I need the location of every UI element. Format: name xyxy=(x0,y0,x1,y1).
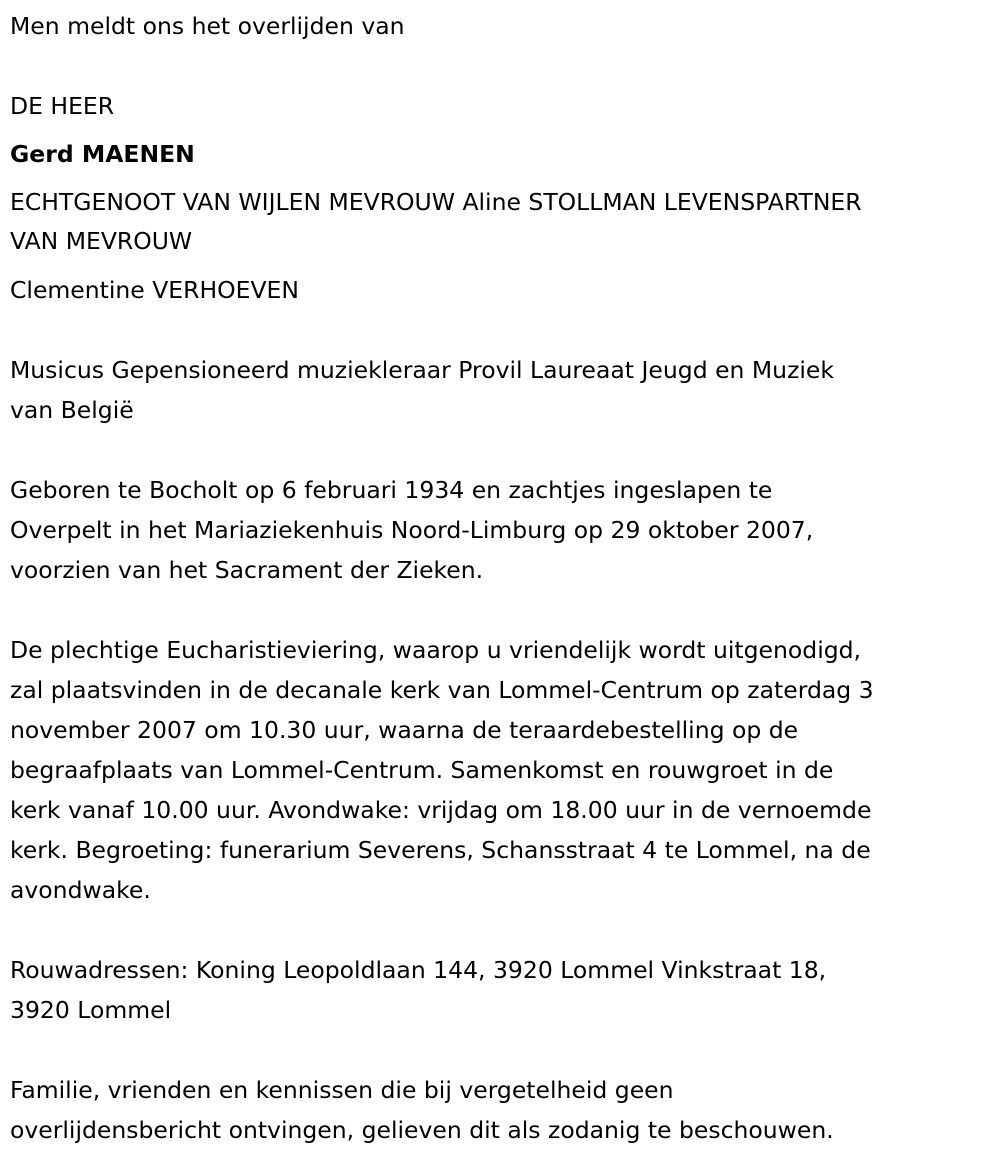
spacer xyxy=(10,592,874,632)
intro-paragraph xyxy=(10,8,874,48)
honorific xyxy=(10,88,874,136)
spacer xyxy=(10,48,874,88)
addresses-paragraph xyxy=(10,952,874,1032)
text-line: 3920 Lommel xyxy=(10,996,172,1024)
text-line: november 2007 om 10.30 uur, waarna de teraardebestelling op de xyxy=(10,716,799,744)
text-line: voorzien van het Sacrament der Zieken. xyxy=(10,556,484,584)
text-line: VAN MEVROUW xyxy=(10,227,193,255)
spacer xyxy=(10,912,874,952)
text-line: zal plaatsvinden in de decanale kerk van Lommel-Centrum op zaterdag 3 xyxy=(10,676,874,704)
text-line: kerk vanaf 10.00 uur. Avondwake: vrijdag om 18.00 uur in de vernoemde xyxy=(10,796,872,824)
birth-death-paragraph xyxy=(10,472,874,592)
text-line: begraafplaats van Lommel-Centrum. Samenkomst en rouwgroet in de xyxy=(10,756,834,784)
spacer xyxy=(10,312,874,352)
profession-paragraph xyxy=(10,352,874,432)
text-line: Men meldt ons het overlijden van xyxy=(10,12,405,40)
text-line: Overpelt in het Mariaziekenhuis Noord-Limburg op 29 oktober 2007, xyxy=(10,516,814,544)
spacer xyxy=(10,432,874,472)
text-line: Gerd MAENEN xyxy=(10,140,195,168)
text-line: kerk. Begroeting: funerarium Severens, Schansstraat 4 te Lommel, na de xyxy=(10,836,871,864)
text-line: van België xyxy=(10,396,134,424)
text-line: overlijdensbericht ontvingen, gelieven dit als zodanig te beschouwen. xyxy=(10,1116,834,1144)
obituary-document xyxy=(10,8,874,1152)
text-line: De plechtige Eucharistieviering, waarop u vriendelijk wordt uitgenodigd, xyxy=(10,636,862,664)
text-line: Geboren te Bocholt op 6 februari 1934 en zachtjes ingeslapen te xyxy=(10,476,773,504)
partner-name xyxy=(10,272,874,312)
relation-text xyxy=(10,184,874,272)
deceased-name xyxy=(10,136,874,184)
ceremony-paragraph xyxy=(10,632,874,912)
text-line: Rouwadressen: Koning Leopoldlaan 144, 3920 Lommel Vinkstraat 18, xyxy=(10,956,827,984)
text-line: ECHTGENOOT VAN WIJLEN MEVROUW Aline STOLLMAN LEVENSPARTNER xyxy=(10,188,862,216)
text-line: avondwake. xyxy=(10,876,151,904)
text-line: Familie, vrienden en kennissen die bij vergetelheid geen xyxy=(10,1076,674,1104)
closing-paragraph xyxy=(10,1072,874,1152)
spacer xyxy=(10,1032,874,1072)
text-line: Musicus Gepensioneerd muziekleraar Provil Laureaat Jeugd en Muziek xyxy=(10,356,835,384)
text-line: Clementine VERHOEVEN xyxy=(10,276,299,304)
text-line: DE HEER xyxy=(10,92,115,120)
